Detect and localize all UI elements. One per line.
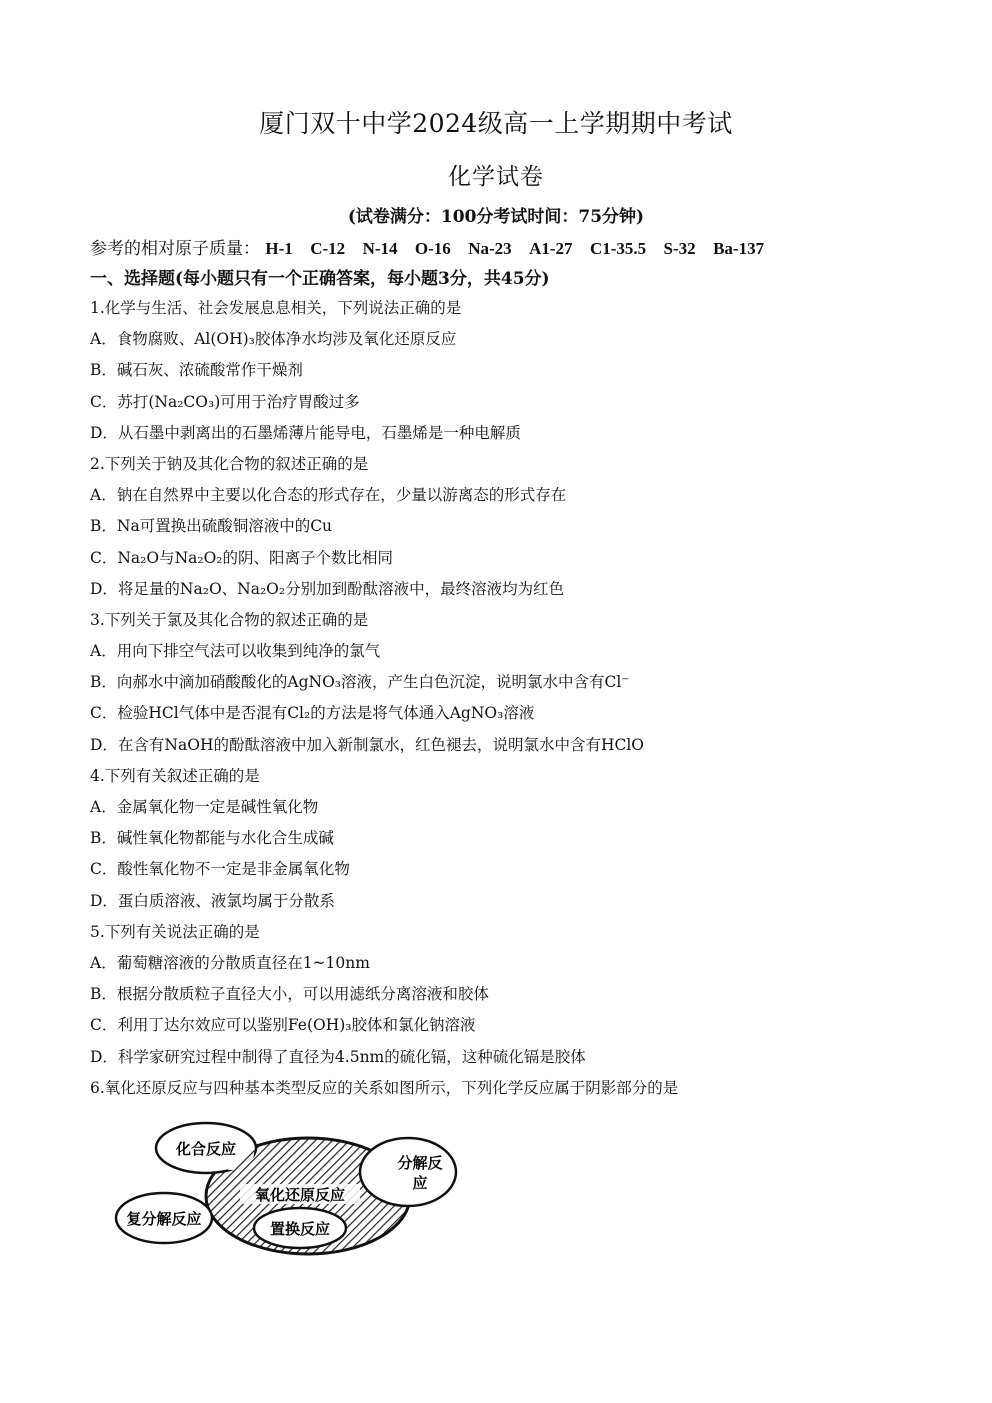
mass-item: C1-35.5 (589, 239, 647, 258)
decomposition-label-line1: 分解反 (397, 1154, 443, 1172)
exam-info: (试卷满分：100分考试时间：75分钟) (347, 207, 645, 227)
option-line: D．科学家研究过程中制得了直径为4.5nm的硫化镉，这种硫化镉是胶体 (90, 1047, 586, 1066)
option-line: C．酸性氧化物不一定是非金属氧化物 (90, 860, 350, 879)
option-line: C．利用丁达尔效应可以鉴别Fe(OH)₃胶体和氯化钠溶液 (90, 1016, 476, 1035)
combination-label: 化合反应 (175, 1140, 237, 1158)
option-line: A．食物腐败、Al(OH)₃胶体净水均涉及氧化还原反应 (90, 330, 457, 349)
option-line: B．向郝水中滴加硝酸酸化的AgNO₃溶液，产生白色沉淀，说明氯水中含有Cl⁻ (90, 673, 630, 692)
option-line: D．从石墨中剥离出的石墨烯薄片能导电，石墨烯是一种电解质 (90, 423, 521, 442)
mass-item: O-16 (414, 239, 451, 258)
option-line: B．碱性氧化物都能与水化合生成碱 (90, 829, 334, 848)
question-line: 5.下列有关说法正确的是 (90, 922, 260, 941)
mass-item: Na-23 (468, 239, 512, 258)
option-line: A．用向下排空气法可以收集到纯净的氯气 (90, 642, 381, 661)
decomposition-ellipse (360, 1138, 456, 1206)
mass-item: N-14 (362, 239, 398, 258)
option-line: C．苏打(Na₂CO₃)可用于治疗胃酸过多 (90, 392, 360, 411)
option-line: A．葡萄糖溶液的分散质直径在1~10nm (90, 953, 370, 972)
section-heading: 一、选择题(每小题只有一个正确答案，每小题3分，共45分) (90, 269, 550, 289)
question-line: 1.化学与生活、社会发展息息相关，下列说法正确的是 (90, 299, 462, 317)
question-line: 3.下列关于氯及其化合物的叙述正确的是 (90, 610, 369, 629)
option-line: C．检验HCl气体中是否混有Cl₂的方法是将气体通入AgNO₃溶液 (90, 704, 535, 723)
atomic-masses (90, 234, 776, 259)
decomposition-label-line2: 应 (412, 1174, 428, 1192)
atomic-masses-label: 参考的相对原子质量： (90, 239, 260, 259)
displacement-label: 置换反应 (269, 1220, 331, 1238)
mass-item: C-12 (310, 239, 346, 258)
double-decomposition-label: 复分解反应 (126, 1210, 202, 1228)
option-line: D．蛋白质溶液、液氯均属于分散系 (90, 891, 335, 910)
question-line: 6.氧化还原反应与四种基本类型反应的关系如图所示，下列化学反应属于阴影部分的是 (90, 1078, 679, 1097)
question-list (90, 298, 950, 1109)
option-line: A．钠在自然界中主要以化合态的形式存在，少量以游离态的形式存在 (90, 486, 567, 505)
question-line: 2.下列关于钠及其化合物的叙述正确的是 (90, 454, 369, 473)
option-line: A．金属氧化物一定是碱性氧化物 (90, 798, 319, 816)
option-line: B．Na可置换出硫酸铜溶液中的Cu (90, 517, 333, 536)
exam-title: 厦门双十中学2024级高一上学期期中考试 (259, 109, 733, 138)
mass-item: Ba-137 (713, 239, 765, 258)
reaction-relationship-diagram (108, 1118, 468, 1264)
option-line: D．在含有NaOH的酚酞溶液中加入新制氯水，红色褪去，说明氯水中含有HClO (90, 735, 644, 754)
exam-subtitle: 化学试卷 (448, 164, 544, 190)
option-line: B．根据分散质粒子直径大小，可以用滤纸分离溶液和胶体 (90, 985, 489, 1004)
option-line: C．Na₂O与Na₂O₂的阴、阳离子个数比相同 (90, 548, 394, 567)
mass-item: H-1 (265, 239, 293, 258)
redox-label: 氧化还原反应 (254, 1186, 346, 1204)
mass-item: A1-27 (529, 239, 573, 258)
mass-item: S-32 (663, 239, 696, 258)
question-line: 4.下列有关叙述正确的是 (90, 766, 260, 785)
option-line: B．碱石灰、浓硫酸常作干燥剂 (90, 361, 303, 380)
option-line: D．将足量的Na₂O、Na₂O₂分别加到酚酞溶液中，最终溶液均为红色 (90, 579, 565, 598)
